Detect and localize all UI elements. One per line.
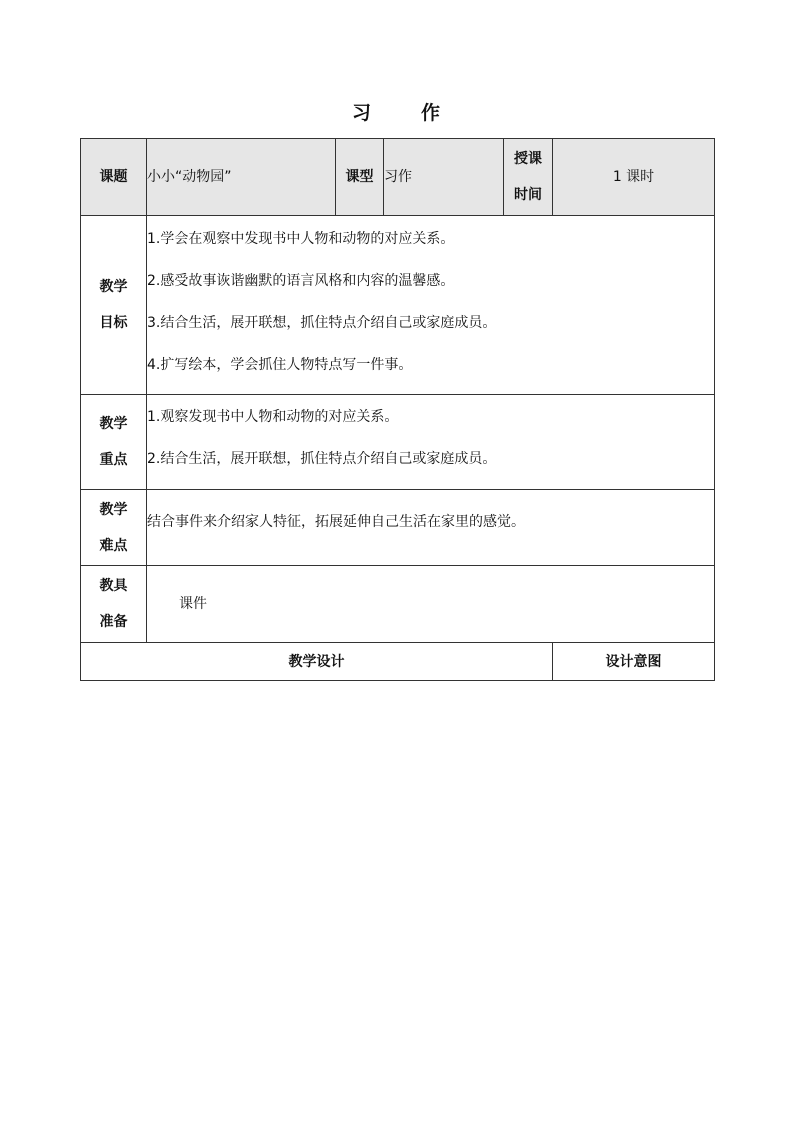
topic-label: 课题 bbox=[81, 139, 147, 216]
objectives-list bbox=[147, 216, 715, 395]
key-points-label bbox=[81, 395, 147, 490]
objective-item-2: 2.感受故事诙谐幽默的语言风格和内容的温馨感。 bbox=[147, 273, 455, 289]
difficulties-row bbox=[81, 490, 715, 566]
footer-row bbox=[81, 643, 715, 681]
key-points-list bbox=[147, 395, 715, 490]
objectives-label bbox=[81, 216, 147, 395]
tools-label-line2: 准备 bbox=[99, 614, 128, 630]
time-label-line1: 授课 bbox=[514, 151, 542, 167]
type-label: 课型 bbox=[336, 139, 384, 216]
objective-item-1: 1.学会在观察中发现书中人物和动物的对应关系。 bbox=[147, 231, 455, 247]
difficulties-label-line2: 难点 bbox=[99, 537, 128, 554]
time-label bbox=[504, 139, 553, 216]
tools-text: 课件 bbox=[147, 566, 715, 643]
key-points-label-line2: 重点 bbox=[99, 452, 128, 468]
key-point-item-2: 2.结合生活，展开联想，抓住特点介绍自己或家庭成员。 bbox=[147, 451, 497, 467]
key-points-label-line1: 教学 bbox=[99, 416, 128, 432]
key-points-row bbox=[81, 395, 715, 490]
design-label: 教学设计 bbox=[81, 643, 553, 681]
type-value: 习作 bbox=[384, 139, 504, 216]
topic-value: 小小“动物园” bbox=[147, 139, 336, 216]
difficulties-label bbox=[81, 490, 147, 566]
tools-row bbox=[81, 566, 715, 643]
tools-label bbox=[81, 566, 147, 643]
document-title bbox=[0, 98, 794, 125]
header-row bbox=[81, 139, 715, 216]
time-value: 1 课时 bbox=[553, 139, 715, 216]
lesson-plan-table bbox=[80, 138, 715, 681]
objective-item-3: 3.结合生活，展开联想，抓住特点介绍自己或家庭成员。 bbox=[147, 315, 497, 331]
title-char-2: 作 bbox=[421, 102, 443, 124]
difficulties-text: 结合事件来介绍家人特征，拓展延伸自己生活在家里的感觉。 bbox=[147, 490, 715, 566]
title-char-1: 习 bbox=[351, 102, 373, 124]
key-point-item-1: 1.观察发现书中人物和动物的对应关系。 bbox=[147, 409, 399, 425]
objective-item-4: 4.扩写绘本，学会抓住人物特点写一件事。 bbox=[147, 357, 413, 373]
objectives-row bbox=[81, 216, 715, 395]
tools-label-line1: 教具 bbox=[99, 578, 128, 594]
objectives-label-line2: 目标 bbox=[99, 315, 128, 331]
intent-label: 设计意图 bbox=[553, 643, 715, 681]
time-label-line2: 时间 bbox=[514, 187, 542, 203]
objectives-label-line1: 教学 bbox=[99, 279, 128, 295]
difficulties-label-line1: 教学 bbox=[99, 501, 128, 518]
